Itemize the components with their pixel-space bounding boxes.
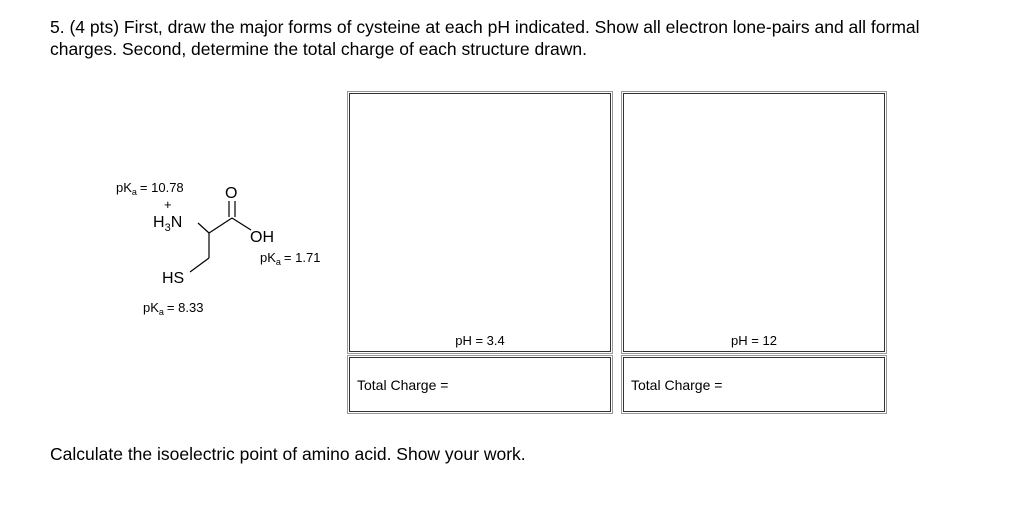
pka-amine-label: $pK_a = 10.78$: [116, 180, 184, 197]
total-charge-label: Total Charge =: [631, 377, 723, 393]
cysteine-structure: [0, 0, 360, 340]
total-charge-box-ph-3-4[interactable]: [349, 357, 611, 412]
amine-group-label: $H_3N$: [153, 214, 183, 234]
drawing-box-ph-12[interactable]: [623, 93, 885, 352]
bond-lines: [190, 201, 251, 272]
ph-label: pH = 12: [731, 333, 777, 348]
hydroxyl-label: OH: [250, 229, 274, 246]
question-text: 5. (4 pts) First, draw the major forms of cysteine at each pH indicated. Show all electron lone-pairs and all formal charges. Second, determine the total charge of each structure drawn.: [50, 17, 920, 59]
carbonyl-oxygen-label: O: [225, 185, 238, 202]
thiol-label: HS: [162, 270, 185, 287]
pka-thiol-label: $pK_a = 8.33$: [143, 300, 204, 317]
total-charge-box-ph-12[interactable]: [623, 357, 885, 412]
formal-charge-plus: +: [164, 197, 172, 212]
ph-label: pH = 3.4: [455, 333, 505, 348]
drawing-box-ph-3-4[interactable]: [349, 93, 611, 352]
total-charge-label: Total Charge =: [357, 377, 449, 393]
isoelectric-point-instruction: Calculate the isoelectric point of amino acid. Show your work.: [50, 444, 526, 464]
pka-carboxyl-label: $pK_a = 1.71$: [260, 250, 321, 267]
